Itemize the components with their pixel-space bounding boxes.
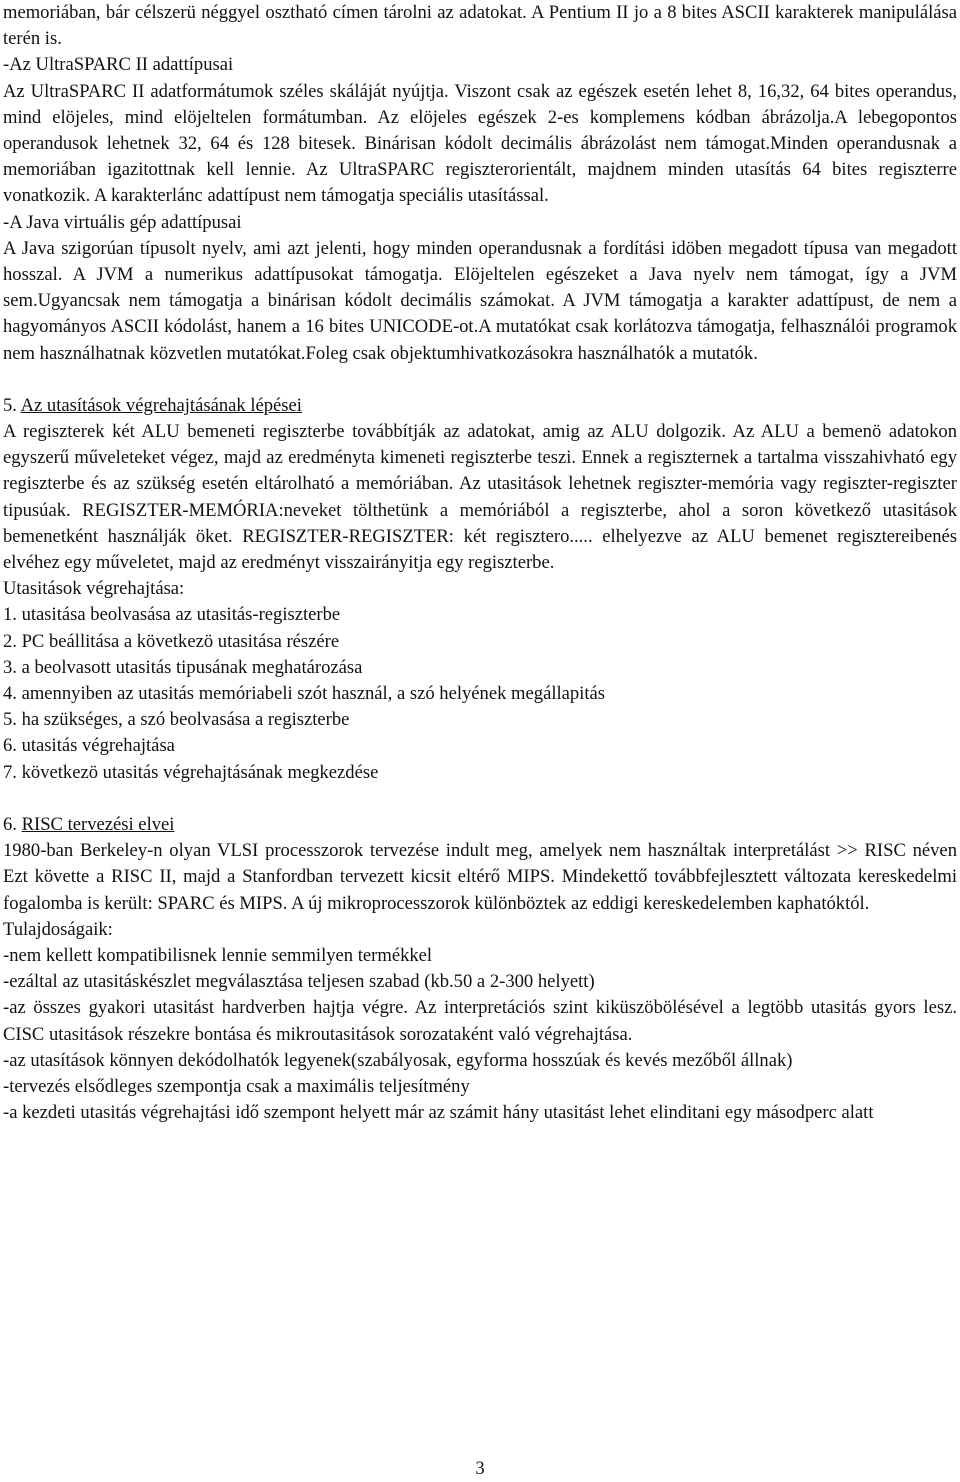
step-item: 5. ha szükséges, a szó beolvasása a regiszterbe [3,709,350,731]
java-paragraph: A Java szigorúan típusolt nyelv, ami azt jelenti, hogy minden operandusnak a fordítási idöben megadott típusa van megadott hosszal. A JVM a numerikus adattípusokat támogatja. Elöjeltelen egészeket a Java nyelv nem támogat, így a JVM sem.Ugyancsak nem támogatja a binárisan kódolt decimális számokat. A JVM támogatja a karakter adattípust, de nem a hagyományos ASCII kódolást, hanem a 16 bites UNICODE-ot.A mutatókat csak korlátozva támogatja, felhasználói programok nem használhatnak közvetlen mutatókat.Foleg csak objektumhivatkozásokra használhatók a mutatók. [3,237,957,364]
intro-paragraph: memoriában, bár célszerü néggyel osztható címen tárolni az adatokat. A Pentium II jo a 8 bites ASCII karakterek manipulálása terén is. [3,2,957,50]
properties-title: Tulajdoságaik: [3,918,113,940]
ultrasparc-paragraph: Az UltraSPARC II adatformátumok széles skáláját nyújtja. Viszont csak az egészek esetén lehet 8, 16,32, 64 bites operandus, mind elöjeles, mind elöjeltelen formátumban. Az elöjeles egészek 2-es komplemens kódban ábrázolja.A lebegopontos operandusok lehetnek 32, 64 és 128 bitesek. Binárisan kódolt decimális ábrázolást nem támogat.Minden operandusnak a memoriában igazitottnak kell lennie. Az UltraSPARC regiszterorientált, majdnem minden utasítás 64 bites regiszterre vonatkozik. A karakterlánc adattípust nem támogatja speciális utasítással. [3,80,957,207]
property-item: -az utasítások könnyen dekódolhatók legyenek(szabályosak, egyforma hosszúak és kevés mezőből állnak) [3,1049,793,1071]
step-item: 2. PC beállitása a következö utasitása részére [3,630,340,652]
section-5-paragraph: A regiszterek két ALU bemeneti regiszterbe továbbítják az adatokat, amig az ALU dolgozik. Az ALU a bemenö adatokon egyszerű műveleteket végez, majd az eredményta kimeneti regiszterbe teszi. Ennek a regiszternek a tartalma visszahivható egy regiszterbe és az szükség esetén eltárolható a memóriában. Az utasitások lehetnek regiszter-memória vagy regiszter-regiszter tipusúak. REGISZTER-MEMÓRIA:neveket tölthetünk a memóriából a regiszterbe, ahol a soron következő utasitások bemenetként használják öket. REGISZTER-REGISZTER: két regisztero..... elhelyezve az ALU bemenet regisztereibenés elvéhez egy műveletet, majd az eredményt visszairányitja egy regiszterbe. [3,421,957,574]
step-item: 6. utasitás végrehajtása [3,735,175,757]
page-number: 3 [475,1458,485,1479]
section-6-title: RISC tervezési elvei [21,813,175,835]
property-item: -nem kellett kompatibilisnek lennie semmilyen termékkel [3,944,433,966]
section-5-heading [3,393,957,419]
section-6-heading [3,812,957,838]
java-heading: -A Java virtuális gép adattípusai [3,211,242,233]
step-item: 7. következö utasitás végrehajtásának megkezdése [3,761,379,783]
property-item: -ezáltal az utasitáskészlet megválasztása teljesen szabad (kb.50 a 2-300 helyett) [3,971,595,993]
spacer [3,786,957,812]
steps-title: Utasitások végrehajtása: [3,578,185,600]
step-item: 1. utasitása beolvasása az utasitás-regiszterbe [3,604,341,626]
section-6-paragraph: 1980-ban Berkeley-n olyan VLSI processzorok tervezése indult meg, amelyek nem használtak interpretálást >> RISC néven Ezt követte a RISC II, majd a Stanfordban tervezett kicsit eltérő MIPS. Mindekettő továbbfejlesztett változata kereskedelmi fogalomba is került: SPARC és MIPS. A új mikroprocesszorok különböztek az eddigi kereskedelemben kaphatóktól. [3,840,957,914]
spacer [3,367,957,393]
property-item: -tervezés elsődleges szempontja csak a maximális teljesítmény [3,1075,470,1097]
property-item: -az összes gyakori utasitást hardverben hajtja végre. Az interpretációs szint kiküszöbölésével a legtöbb utasitás gyors lesz. CISC utasitások részekre bontása és mikroutasitások sorozataként való végrehajtása. [3,997,957,1045]
section-5-title: Az utasítások végrehajtásának lépései [20,394,302,416]
step-item: 4. amennyiben az utasitás memóriabeli szót használ, a szó helyének megállapitás [3,683,606,705]
section-5-number: 5. [3,394,17,416]
document-page [3,0,957,1126]
section-6-number: 6. [3,813,17,835]
property-item: -a kezdeti utasitás végrehajtási idő szempont helyett már az számit hány utasitást lehet elinditani egy másodperc alatt [3,1102,874,1124]
ultrasparc-heading: -Az UltraSPARC II adattípusai [3,54,234,76]
step-item: 3. a beolvasott utasitás tipusának meghatározása [3,656,363,678]
